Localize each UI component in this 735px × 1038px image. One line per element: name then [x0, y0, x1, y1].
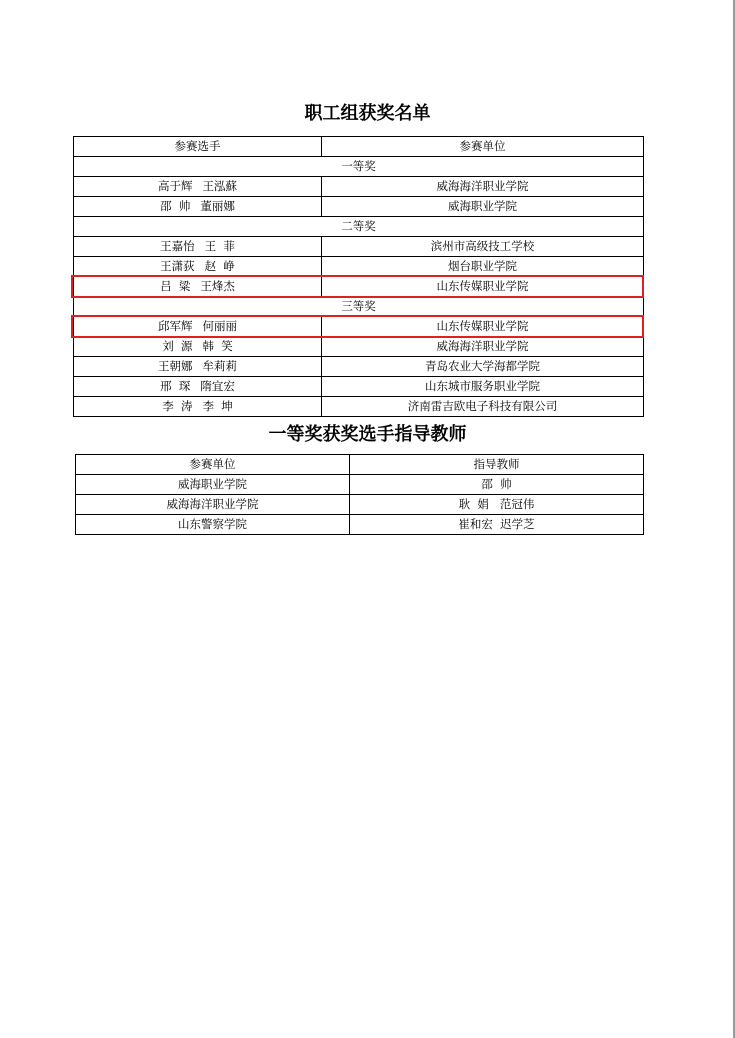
contestant-name: 李 涛: [162, 399, 193, 413]
instructor-cell: 崔和宏 迟学芝: [350, 515, 644, 535]
header-unit: 参赛单位: [76, 455, 350, 475]
contestant-names: [74, 197, 322, 217]
contestant-name: 王 菲: [204, 239, 235, 253]
table-header-row: [76, 455, 644, 475]
table-row: [74, 397, 644, 417]
contestant-name: 邵 帅: [160, 199, 191, 213]
contestant-names: [74, 357, 322, 377]
contestant-names: [74, 257, 322, 277]
unit-cell: 山东警察学院: [76, 515, 350, 535]
contestant-name: 隋宜宏: [200, 379, 235, 393]
contestant-name: 王朝娜: [158, 359, 193, 373]
instructor-table: [75, 454, 644, 535]
table-row: [74, 257, 644, 277]
header-instructor: 指导教师: [350, 455, 644, 475]
table-row: [74, 197, 644, 217]
contestant-names: [74, 337, 322, 357]
prize-row-third: [74, 297, 644, 317]
section-title-instructors: 一等奖获奖选手指导教师: [268, 424, 467, 445]
instructor-cell: 邵 帅: [350, 475, 644, 495]
unit-cell: 威海海洋职业学院: [322, 177, 644, 197]
contestant-name: 韩 笑: [202, 339, 233, 353]
unit-cell: 山东城市服务职业学院: [322, 377, 644, 397]
table-row-highlighted: [74, 317, 644, 337]
table-row-highlighted: [74, 277, 644, 297]
table-row: [74, 177, 644, 197]
contestant-names: [74, 317, 322, 337]
staff-award-table: [73, 136, 644, 417]
table-row: [74, 337, 644, 357]
table-row: [74, 377, 644, 397]
prize-label: 三等奖: [74, 297, 644, 317]
contestant-name: 高于辉: [158, 179, 193, 193]
unit-cell: 威海海洋职业学院: [76, 495, 350, 515]
contestant-name: 李 坤: [202, 399, 233, 413]
prize-row-first: [74, 157, 644, 177]
header-unit: 参赛单位: [322, 137, 644, 157]
unit-cell: 济南雷吉欧电子科技有限公司: [322, 397, 644, 417]
contestant-name: 何丽丽: [202, 319, 237, 333]
instructor-cell: 耿 娟 范冠伟: [350, 495, 644, 515]
contestant-names: [74, 177, 322, 197]
table-row: [74, 237, 644, 257]
table-row: [76, 515, 644, 535]
unit-cell: 山东传媒职业学院: [322, 277, 644, 297]
contestant-name: 王潇荻: [160, 259, 195, 273]
contestant-names: [74, 397, 322, 417]
contestant-name: 邱军辉: [158, 319, 193, 333]
unit-cell: 山东传媒职业学院: [322, 317, 644, 337]
contestant-names: [74, 237, 322, 257]
contestant-name: 王烽杰: [200, 279, 235, 293]
contestant-name: 邢 琛: [160, 379, 191, 393]
contestant-names: [74, 377, 322, 397]
contestant-names: [74, 277, 322, 297]
page-title-staff-award-list: 职工组获奖名单: [304, 103, 431, 124]
unit-cell: 青岛农业大学海都学院: [322, 357, 644, 377]
unit-cell: 烟台职业学院: [322, 257, 644, 277]
contestant-name: 董丽娜: [200, 199, 235, 213]
unit-cell: 滨州市高级技工学校: [322, 237, 644, 257]
unit-cell: 威海职业学院: [76, 475, 350, 495]
header-contestant: 参赛选手: [74, 137, 322, 157]
contestant-name: 王嘉怡: [160, 239, 195, 253]
contestant-name: 牟莉莉: [202, 359, 237, 373]
table-header-row: [74, 137, 644, 157]
contestant-name: 赵 峥: [204, 259, 235, 273]
contestant-name: 吕 粱: [160, 279, 191, 293]
unit-cell: 威海职业学院: [322, 197, 644, 217]
unit-cell: 威海海洋职业学院: [322, 337, 644, 357]
prize-row-second: [74, 217, 644, 237]
contestant-name: 刘 源: [162, 339, 193, 353]
prize-label: 二等奖: [74, 217, 644, 237]
table-row: [76, 475, 644, 495]
prize-label: 一等奖: [74, 157, 644, 177]
contestant-name: 王泓蘇: [202, 179, 237, 193]
table-row: [74, 357, 644, 377]
table-row: [76, 495, 644, 515]
